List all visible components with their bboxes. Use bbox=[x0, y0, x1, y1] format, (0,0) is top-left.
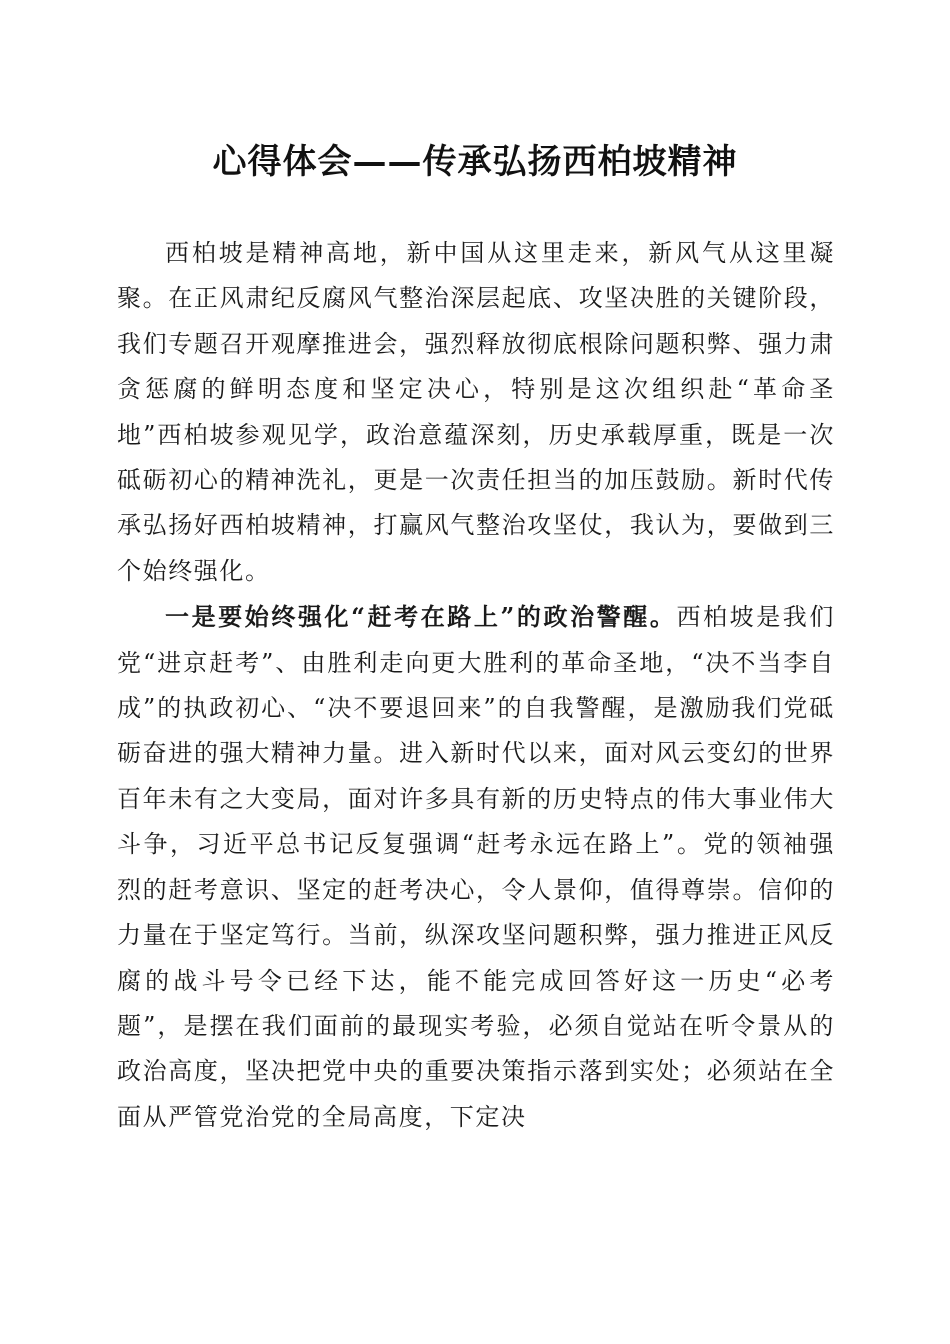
paragraph-lead: 一是要始终强化“赶考在路上”的政治警醒。 bbox=[165, 602, 677, 632]
document-body bbox=[117, 230, 835, 1140]
paragraph-intro bbox=[117, 230, 835, 594]
document-title: 心得体会——传承弘扬西柏坡精神 bbox=[212, 142, 738, 182]
paragraph-text: 西柏坡是精神高地，新中国从这里走来，新风气从这里凝聚。在正风肃纪反腐风气整治深层起底、攻坚决胜的关键阶段，我们专题召开观摩推进会，强烈释放彻底根除问题积弊、强力肃贪惩腐的鲜明态度和坚定决心，特别是这次组织赴“革命圣地”西柏坡参观见学，政治意蕴深刻，历史承载厚重，既是一次砥砺初心的精神洗礼，更是一次责任担当的加压鼓励。新时代传承弘扬好西柏坡精神，打赢风气整治攻坚仗，我认为，要做到三个始终强化。 bbox=[117, 239, 835, 585]
paragraph-text: 西柏坡是我们党“进京赶考”、由胜利走向更大胜利的革命圣地，“决不当李自成”的执政初心、“决不要退回来”的自我警醒，是激励我们党砥砺奋进的强大精神力量。进入新时代以来，面对风云变幻的世界百年未有之大变局，面对许多具有新的历史特点的伟大事业伟大斗争，习近平总书记反复强调“赶考永远在路上”。党的领袖强烈的赶考意识、坚定的赶考决心，令人景仰，值得尊崇。信仰的力量在于坚定笃行。当前，纵深攻坚问题积弊，强力推进正风反腐的战斗号令已经下达，能不能完成回答好这一历史“必考题”，是摆在我们面前的最现实考验，必须自觉站在听令景从的政治高度，坚决把党中央的重要决策指示落到实处；必须站在全面从严管党治党的全局高度，下定决 bbox=[117, 603, 835, 1131]
paragraph-point-one bbox=[117, 594, 835, 1140]
